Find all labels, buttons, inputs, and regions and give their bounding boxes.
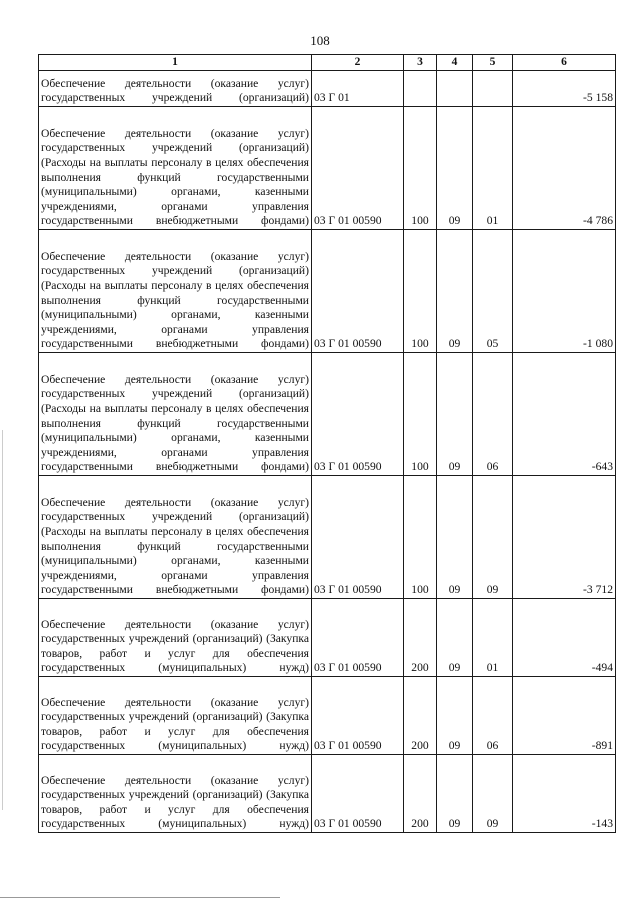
row-col5: 09 — [473, 476, 513, 599]
table-row — [39, 677, 616, 755]
row-col3: 200 — [404, 599, 437, 677]
row-col5: 05 — [473, 230, 513, 353]
row-description: Обеспечение деятельности (оказание услуг) государственных учреждений (организаций) (Закупка товаров, работ и услуг для обеспечения государственных (муниципальных) нужд) — [39, 599, 312, 677]
row-amount: -494 — [513, 599, 616, 677]
row-code: 03 Г 01 — [312, 71, 404, 107]
row-col3: 200 — [404, 677, 437, 755]
row-col5: 06 — [473, 677, 513, 755]
row-col4: 09 — [437, 677, 473, 755]
row-code: 03 Г 01 00590 — [312, 476, 404, 599]
header-row — [39, 55, 616, 71]
row-code: 03 Г 01 00590 — [312, 677, 404, 755]
row-amount: -143 — [513, 755, 616, 833]
row-col5: 01 — [473, 107, 513, 230]
row-code: 03 Г 01 00590 — [312, 107, 404, 230]
row-description: Обеспечение деятельности (оказание услуг) государственных учреждений (организаций) (Закупка товаров, работ и услуг для обеспечения государственных (муниципальных) нужд) — [39, 755, 312, 833]
scan-edge-left — [2, 430, 3, 810]
table-row — [39, 353, 616, 476]
row-col5: 01 — [473, 599, 513, 677]
row-amount: -4 786 — [513, 107, 616, 230]
row-col4 — [437, 71, 473, 107]
row-amount: -1 080 — [513, 230, 616, 353]
table-row — [39, 107, 616, 230]
column-header-5: 5 — [473, 55, 513, 71]
row-description: Обеспечение деятельности (оказание услуг) государственных учреждений (организаций) — [39, 71, 312, 107]
row-col3 — [404, 71, 437, 107]
column-header-1: 1 — [39, 55, 312, 71]
row-description: Обеспечение деятельности (оказание услуг) государственных учреждений (организаций) (Расходы на выплаты персоналу в целях обеспечения выполнения функций государственными (муниципальными) органами, казенными учреждениями, органами управления государственными внебюджетными фондами) — [39, 476, 312, 599]
row-col5: 09 — [473, 755, 513, 833]
row-col5: 06 — [473, 353, 513, 476]
row-description: Обеспечение деятельности (оказание услуг) государственных учреждений (организаций) (Расходы на выплаты персоналу в целях обеспечения выполнения функций государственными (муниципальными) органами, казенными учреждениями, органами управления государственными внебюджетными фондами) — [39, 230, 312, 353]
row-amount: -643 — [513, 353, 616, 476]
row-col3: 100 — [404, 353, 437, 476]
table-row — [39, 599, 616, 677]
row-code: 03 Г 01 00590 — [312, 230, 404, 353]
row-amount: -891 — [513, 677, 616, 755]
row-code: 03 Г 01 00590 — [312, 353, 404, 476]
row-code: 03 Г 01 00590 — [312, 755, 404, 833]
column-header-2: 2 — [312, 55, 404, 71]
column-header-6: 6 — [513, 55, 616, 71]
row-amount: -3 712 — [513, 476, 616, 599]
row-col4: 09 — [437, 353, 473, 476]
row-description: Обеспечение деятельности (оказание услуг) государственных учреждений (организаций) (Закупка товаров, работ и услуг для обеспечения государственных (муниципальных) нужд) — [39, 677, 312, 755]
table-row — [39, 230, 616, 353]
column-header-3: 3 — [404, 55, 437, 71]
budget-table — [38, 54, 616, 833]
row-col3: 100 — [404, 230, 437, 353]
column-header-4: 4 — [437, 55, 473, 71]
row-col4: 09 — [437, 107, 473, 230]
row-col4: 09 — [437, 230, 473, 353]
row-col5 — [473, 71, 513, 107]
row-code: 03 Г 01 00590 — [312, 599, 404, 677]
row-amount: -5 158 — [513, 71, 616, 107]
row-col4: 09 — [437, 476, 473, 599]
table-row — [39, 71, 616, 107]
row-description: Обеспечение деятельности (оказание услуг) государственных учреждений (организаций) (Расходы на выплаты персоналу в целях обеспечения выполнения функций государственными (муниципальными) органами, казенными учреждениями, органами управления государственными внебюджетными фондами) — [39, 353, 312, 476]
scan-edge-bottom — [0, 897, 280, 898]
table-row — [39, 476, 616, 599]
row-col3: 100 — [404, 107, 437, 230]
row-col3: 200 — [404, 755, 437, 833]
page-number: 108 — [310, 33, 330, 48]
row-col4: 09 — [437, 599, 473, 677]
row-col3: 100 — [404, 476, 437, 599]
row-description: Обеспечение деятельности (оказание услуг) государственных учреждений (организаций) (Расходы на выплаты персоналу в целях обеспечения выполнения функций государственными (муниципальными) органами, казенными учреждениями, органами управления государственными внебюджетными фондами) — [39, 107, 312, 230]
row-col4: 09 — [437, 755, 473, 833]
table-row — [39, 755, 616, 833]
